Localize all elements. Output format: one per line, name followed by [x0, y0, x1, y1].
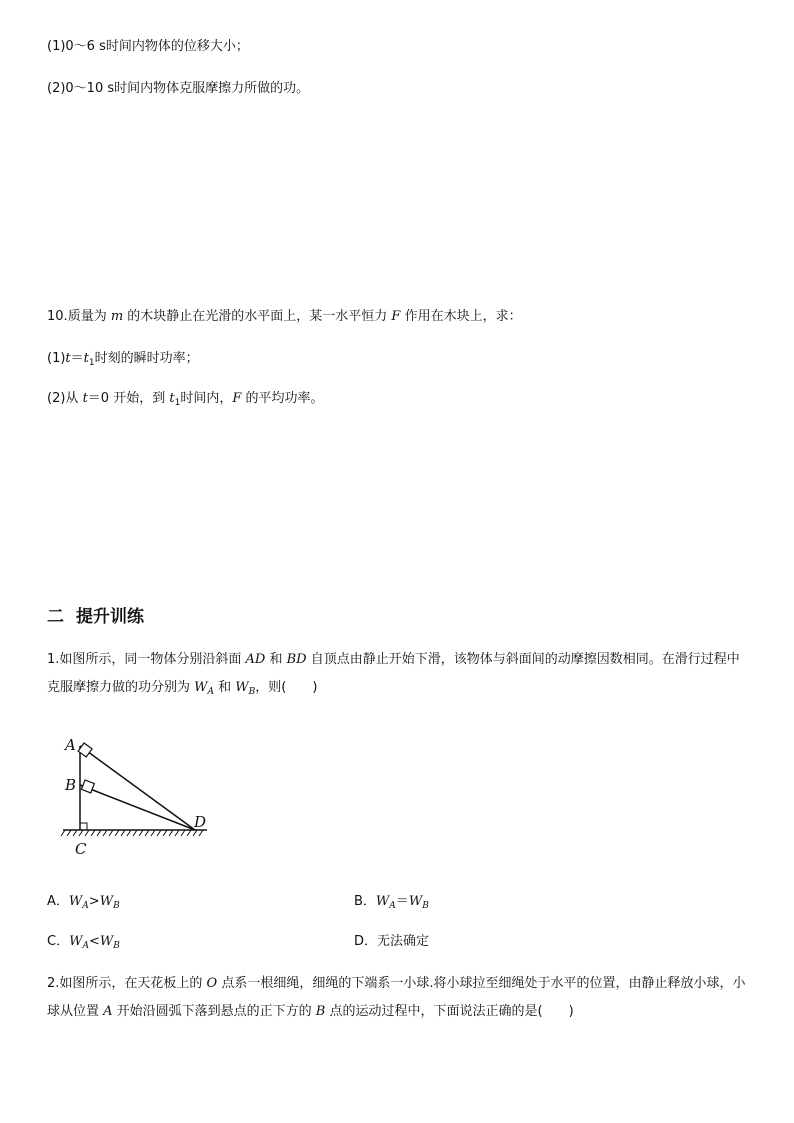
equals: ＝	[70, 351, 84, 366]
question-text: 的平均功率。	[241, 391, 324, 406]
section-number: 二	[47, 607, 64, 627]
label-d: D	[194, 813, 207, 831]
stem-text: 的木块静止在光滑的水平面上，某一水平恒力	[123, 309, 392, 324]
operator: ＝	[395, 894, 409, 909]
question-text: 时间内，	[180, 391, 233, 406]
problem-number: 10.	[47, 309, 68, 324]
option-label: B．	[354, 894, 376, 909]
question-text: 时刻的瞬时功率；	[94, 351, 199, 366]
section-heading	[47, 606, 144, 628]
option-c[interactable]	[47, 933, 120, 951]
question-prefix: (2)从	[47, 391, 83, 406]
section-title: 提升训练	[76, 607, 144, 627]
var-w: W	[235, 680, 249, 695]
problem-10-question-2	[47, 390, 324, 408]
var-t1: t	[83, 351, 89, 366]
stem-text: 如图所示，在天花板上的	[59, 976, 207, 991]
stem-text: 自顶点由静止开始下滑，该物体与斜面间的动摩擦因数相同。在滑行过程中克服摩擦力做的功分别为	[47, 652, 740, 695]
problem-10-stem	[47, 308, 522, 326]
operator: >	[88, 894, 100, 909]
var-w: W	[68, 894, 83, 909]
stem-text: 点系一根细绳，细绳的下端系一小球.将小球拉至细绳处于水平的位置，由静止释放小球，小球从位置	[47, 976, 746, 1019]
subscript: 1	[88, 358, 95, 368]
subscript: A	[389, 901, 396, 911]
option-label: D．	[354, 934, 378, 949]
stem-text: 作用在木块上，求：	[400, 309, 522, 324]
problem-2-stem	[47, 970, 747, 1026]
var-t1: t	[169, 391, 175, 406]
var-w: W	[194, 680, 208, 695]
var-ad: AD	[245, 652, 266, 667]
var-w: W	[69, 934, 83, 949]
subscript: B	[248, 687, 256, 697]
var-bd: BD	[286, 652, 307, 667]
right-angle-mark	[80, 823, 87, 830]
subscript: A	[82, 941, 89, 951]
subscript: B	[113, 941, 120, 951]
option-a[interactable]	[47, 893, 120, 911]
problem-10-question-1	[47, 350, 199, 368]
problem-1-stem	[47, 646, 747, 702]
incline-ad	[80, 746, 195, 830]
stem-text: 和	[214, 680, 236, 695]
option-b[interactable]	[354, 893, 429, 911]
option-label: A．	[47, 894, 69, 909]
option-d[interactable]	[354, 933, 429, 951]
subscript: 1	[174, 398, 181, 408]
var-w: W	[99, 894, 114, 909]
var-t: t	[65, 351, 71, 366]
prev-question-2: (2)0～10 s时间内物体克服摩擦力所做的功。	[47, 81, 310, 96]
option-text: 无法确定	[377, 934, 430, 949]
operator: <	[88, 934, 100, 949]
subscript: B	[113, 901, 120, 911]
var-f: F	[232, 391, 242, 406]
var-w: W	[99, 934, 114, 949]
stem-text: 点的运动过程中，下面说法正确的是( )	[325, 1004, 574, 1019]
label-c: C	[75, 840, 87, 858]
subscript: A	[82, 901, 89, 911]
var-o: O	[206, 976, 218, 991]
problem-number: 1.	[47, 652, 60, 667]
stem-text: 开始沿圆弧下落到悬点的正下方的	[112, 1004, 316, 1019]
stem-text: 和	[265, 652, 287, 667]
prev-question-1: (1)0～6 s时间内物体的位移大小；	[47, 39, 249, 54]
incline-figure	[55, 730, 225, 860]
label-a: A	[65, 736, 76, 754]
label-b: B	[65, 776, 77, 794]
equals: ＝0 开始，到	[87, 391, 170, 406]
ground-hatching	[61, 830, 203, 836]
subscript: A	[207, 687, 215, 697]
incline-bd	[80, 785, 195, 830]
block-on-bd	[81, 780, 94, 793]
var-f: F	[391, 309, 401, 324]
var-t: t	[82, 391, 88, 406]
option-label: C．	[47, 934, 70, 949]
var-w: W	[408, 894, 423, 909]
var-m: m	[110, 309, 124, 324]
var-b: B	[315, 1004, 326, 1019]
var-a: A	[103, 1004, 113, 1019]
problem-number: 2.	[47, 976, 60, 991]
stem-text: 质量为	[67, 309, 111, 324]
stem-text: ，则( )	[255, 680, 318, 695]
subscript: B	[422, 901, 429, 911]
var-w: W	[375, 894, 390, 909]
question-prefix: (1)	[47, 351, 66, 366]
stem-text: 如图所示，同一物体分别沿斜面	[59, 652, 246, 667]
